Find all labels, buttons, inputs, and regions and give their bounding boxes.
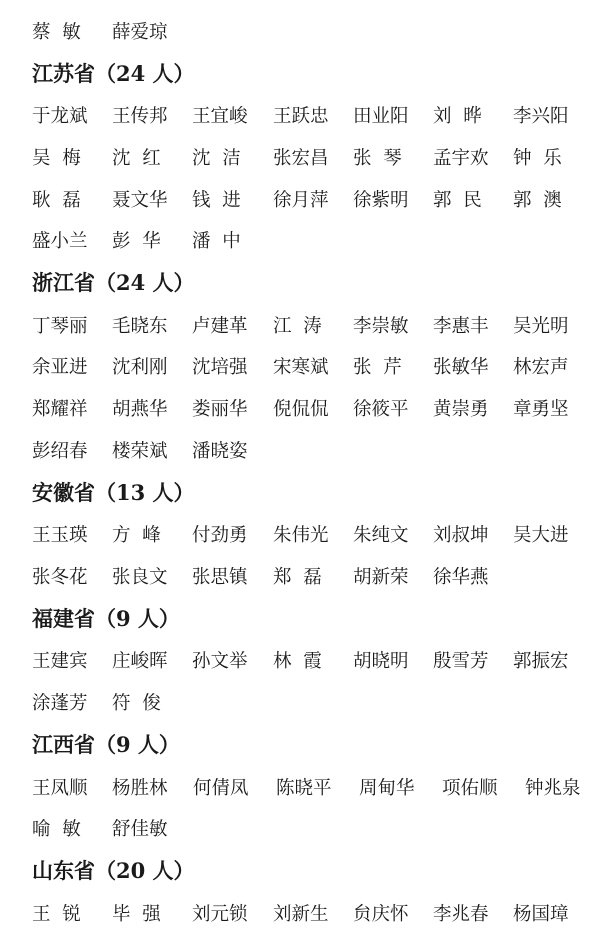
person-name: 朱纯文: [353, 525, 409, 547]
person-name: 贠庆怀: [353, 903, 409, 925]
member-count: （20 人）: [95, 858, 195, 884]
name-row: [32, 219, 597, 261]
person-name: 卢建革: [192, 315, 248, 337]
name-row: [32, 429, 597, 471]
person-name: 毛晓东: [112, 315, 168, 337]
person-name: 项佑顺: [442, 777, 498, 799]
section-heading: [32, 470, 597, 513]
section-heading: [32, 261, 597, 304]
person-name: 聂文华: [112, 189, 168, 211]
name-row: [32, 387, 597, 429]
name-row: [32, 640, 597, 682]
name-row: [32, 766, 597, 808]
name-row: [32, 304, 597, 346]
person-name: 潘晓姿: [192, 440, 248, 462]
person-name: 盛小兰: [32, 231, 88, 253]
person-name: 刘叔坤: [433, 525, 489, 547]
person-name: 钟兆泉: [525, 777, 581, 799]
person-name: 潘 中: [192, 231, 241, 253]
name-row: [32, 892, 597, 934]
person-name: 喻 敏: [32, 819, 81, 841]
person-name: 朱伟光: [273, 525, 329, 547]
province-name: 福建省: [32, 606, 95, 632]
person-name: 郑 磊: [273, 566, 322, 588]
person-name: 周甸华: [359, 777, 415, 799]
person-name: 付劲勇: [192, 525, 248, 547]
person-name: 沈 洁: [192, 147, 241, 169]
section-heading: [32, 52, 597, 95]
person-name: 殷雪芳: [433, 651, 489, 673]
province-name: 江西省: [32, 732, 95, 758]
person-name: 沈 红: [112, 147, 161, 169]
person-name: 张良文: [112, 566, 168, 588]
person-name: 张 芹: [353, 357, 402, 379]
person-name: 符 俊: [112, 692, 161, 714]
person-name: 徐华燕: [433, 566, 489, 588]
person-name: 娄丽华: [192, 398, 248, 420]
person-name: 方 峰: [112, 525, 161, 547]
section-heading: [32, 597, 597, 640]
person-name: 王跃忠: [273, 106, 329, 128]
province-name: 安徽省: [32, 479, 95, 505]
person-name: 郭 民: [433, 189, 482, 211]
person-name: 薛爱琼: [112, 21, 168, 43]
person-name: 林 霞: [273, 651, 322, 673]
person-name: 徐月萍: [273, 189, 329, 211]
person-name: 王凤顺: [32, 777, 88, 799]
person-name: 于龙斌: [32, 106, 88, 128]
person-name: 杨国璋: [513, 903, 569, 925]
section-heading: [32, 723, 597, 766]
name-row: [32, 681, 597, 723]
person-name: 黄崇勇: [433, 398, 489, 420]
person-name: 倪侃侃: [273, 398, 329, 420]
person-name: 张敏华: [433, 357, 489, 379]
person-name: 孙文举: [192, 651, 248, 673]
person-name: 郭 澳: [513, 189, 562, 211]
name-row: [32, 10, 597, 52]
person-name: 王玉瑛: [32, 525, 88, 547]
province-name: 浙江省: [32, 270, 95, 296]
person-name: 何倩凤: [193, 777, 249, 799]
member-count: （13 人）: [95, 479, 195, 505]
name-row: [32, 807, 597, 849]
person-name: 钱 进: [192, 189, 241, 211]
person-name: 胡晓明: [353, 651, 409, 673]
name-row: [32, 136, 597, 178]
person-name: 林宏声: [513, 357, 569, 379]
member-count: （9 人）: [95, 606, 180, 632]
province-name: 山东省: [32, 858, 95, 884]
person-name: 毕 强: [112, 903, 161, 925]
person-name: 徐紫明: [353, 189, 409, 211]
member-count: （24 人）: [95, 270, 195, 296]
person-name: 江 涛: [273, 315, 322, 337]
person-name: 王 锐: [32, 903, 81, 925]
name-row: [32, 346, 597, 388]
person-name: 舒佳敏: [112, 819, 168, 841]
person-name: 耿 磊: [32, 189, 81, 211]
person-name: 宋寒斌: [273, 357, 329, 379]
person-name: 郭振宏: [513, 651, 569, 673]
person-name: 沈培强: [192, 357, 248, 379]
person-name: 张宏昌: [273, 147, 329, 169]
person-name: 陈晓平: [276, 777, 332, 799]
person-name: 杨胜林: [112, 777, 168, 799]
name-row: [32, 513, 597, 555]
section-heading: [32, 849, 597, 892]
person-name: 彭绍春: [32, 440, 88, 462]
province-name: 江苏省: [32, 61, 95, 87]
person-name: 蔡 敏: [32, 21, 81, 43]
person-name: 刘元锁: [192, 903, 248, 925]
name-row: [32, 555, 597, 597]
person-name: 胡燕华: [112, 398, 168, 420]
person-name: 李崇敏: [353, 315, 409, 337]
person-name: 张 琴: [353, 147, 402, 169]
person-name: 李兆春: [433, 903, 489, 925]
person-name: 吴大进: [513, 525, 569, 547]
person-name: 丁琴丽: [32, 315, 88, 337]
person-name: 胡新荣: [353, 566, 409, 588]
person-name: 吴光明: [513, 315, 569, 337]
person-name: 涂蓬芳: [32, 692, 88, 714]
person-name: 庄峻晖: [112, 651, 168, 673]
person-name: 徐筱平: [353, 398, 409, 420]
person-name: 吴 梅: [32, 147, 81, 169]
person-name: 沈利刚: [112, 357, 168, 379]
person-name: 王宜峻: [192, 106, 248, 128]
person-name: 李兴阳: [513, 106, 569, 128]
member-count: （24 人）: [95, 61, 195, 87]
name-list-document: [32, 10, 597, 934]
person-name: 田业阳: [353, 106, 409, 128]
person-name: 王传邦: [112, 106, 168, 128]
person-name: 郑耀祥: [32, 398, 88, 420]
person-name: 余亚进: [32, 357, 88, 379]
person-name: 王建宾: [32, 651, 88, 673]
person-name: 章勇坚: [513, 398, 569, 420]
person-name: 李惠丰: [433, 315, 489, 337]
name-row: [32, 178, 597, 220]
person-name: 张冬花: [32, 566, 88, 588]
person-name: 刘 晔: [433, 106, 482, 128]
name-row: [32, 95, 597, 137]
person-name: 张思镇: [192, 566, 248, 588]
person-name: 彭 华: [112, 231, 161, 253]
member-count: （9 人）: [95, 732, 180, 758]
person-name: 钟 乐: [513, 147, 562, 169]
person-name: 刘新生: [273, 903, 329, 925]
person-name: 楼荣斌: [112, 440, 168, 462]
person-name: 孟宇欢: [433, 147, 489, 169]
